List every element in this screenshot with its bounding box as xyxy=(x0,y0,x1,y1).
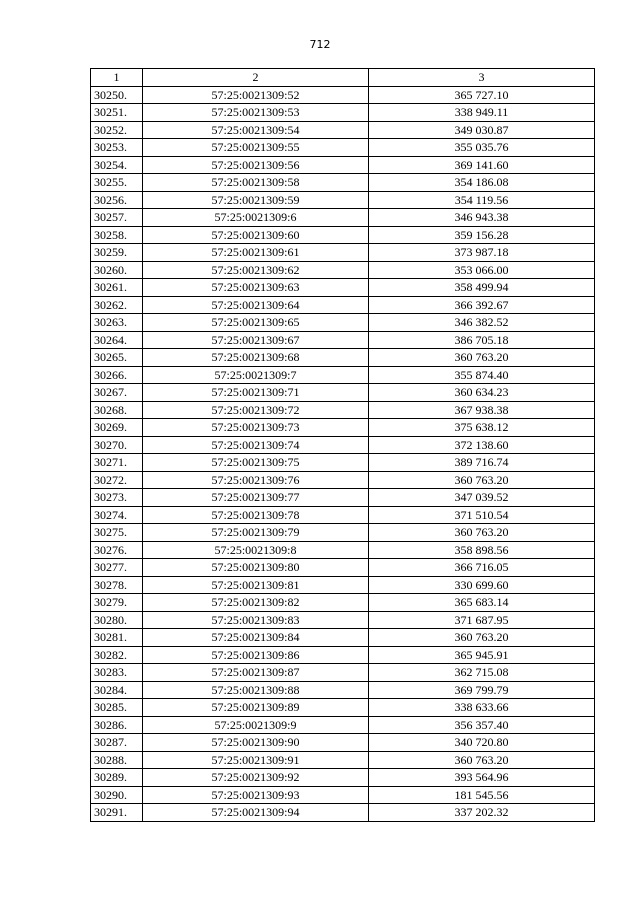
table-row xyxy=(91,541,595,559)
row-number-cell: 30281. xyxy=(91,629,143,647)
column-header-2: 2 xyxy=(143,69,369,87)
row-number-cell: 30258. xyxy=(91,226,143,244)
value-cell: 393 564.96 xyxy=(369,769,595,787)
table-row xyxy=(91,559,595,577)
row-number-cell: 30267. xyxy=(91,384,143,402)
table-row xyxy=(91,279,595,297)
value-cell: 356 357.40 xyxy=(369,716,595,734)
row-number-cell: 30282. xyxy=(91,646,143,664)
table-row xyxy=(91,804,595,822)
row-number-cell: 30274. xyxy=(91,506,143,524)
value-cell: 337 202.32 xyxy=(369,804,595,822)
column-header-3: 3 xyxy=(369,69,595,87)
table-row xyxy=(91,296,595,314)
row-number-cell: 30269. xyxy=(91,419,143,437)
value-cell: 365 945.91 xyxy=(369,646,595,664)
table-row xyxy=(91,261,595,279)
row-number-cell: 30259. xyxy=(91,244,143,262)
table-row xyxy=(91,419,595,437)
table-row xyxy=(91,769,595,787)
cadastral-number-cell: 57:25:0021309:55 xyxy=(143,139,369,157)
table-row xyxy=(91,699,595,717)
table-row xyxy=(91,226,595,244)
cadastral-number-cell: 57:25:0021309:77 xyxy=(143,489,369,507)
table-row xyxy=(91,786,595,804)
value-cell: 181 545.56 xyxy=(369,786,595,804)
value-cell: 360 763.20 xyxy=(369,471,595,489)
table-row xyxy=(91,314,595,332)
cadastral-number-cell: 57:25:0021309:87 xyxy=(143,664,369,682)
value-cell: 338 633.66 xyxy=(369,699,595,717)
value-cell: 340 720.80 xyxy=(369,734,595,752)
cadastral-number-cell: 57:25:0021309:83 xyxy=(143,611,369,629)
value-cell: 371 687.95 xyxy=(369,611,595,629)
value-cell: 346 943.38 xyxy=(369,209,595,227)
value-cell: 355 035.76 xyxy=(369,139,595,157)
value-cell: 360 763.20 xyxy=(369,349,595,367)
cadastral-number-cell: 57:25:0021309:89 xyxy=(143,699,369,717)
value-cell: 347 039.52 xyxy=(369,489,595,507)
row-number-cell: 30284. xyxy=(91,681,143,699)
cadastral-number-cell: 57:25:0021309:72 xyxy=(143,401,369,419)
row-number-cell: 30286. xyxy=(91,716,143,734)
row-number-cell: 30288. xyxy=(91,751,143,769)
table-row xyxy=(91,471,595,489)
row-number-cell: 30264. xyxy=(91,331,143,349)
row-number-cell: 30262. xyxy=(91,296,143,314)
cadastral-number-cell: 57:25:0021309:60 xyxy=(143,226,369,244)
table-row xyxy=(91,244,595,262)
row-number-cell: 30287. xyxy=(91,734,143,752)
cadastral-number-cell: 57:25:0021309:8 xyxy=(143,541,369,559)
cadastral-number-cell: 57:25:0021309:6 xyxy=(143,209,369,227)
cadastral-number-cell: 57:25:0021309:53 xyxy=(143,104,369,122)
value-cell: 354 119.56 xyxy=(369,191,595,209)
row-number-cell: 30252. xyxy=(91,121,143,139)
value-cell: 375 638.12 xyxy=(369,419,595,437)
row-number-cell: 30289. xyxy=(91,769,143,787)
row-number-cell: 30253. xyxy=(91,139,143,157)
row-number-cell: 30276. xyxy=(91,541,143,559)
table-row xyxy=(91,629,595,647)
value-cell: 369 799.79 xyxy=(369,681,595,699)
cadastral-number-cell: 57:25:0021309:73 xyxy=(143,419,369,437)
table-row xyxy=(91,174,595,192)
table-row xyxy=(91,576,595,594)
row-number-cell: 30285. xyxy=(91,699,143,717)
cadastral-number-cell: 57:25:0021309:71 xyxy=(143,384,369,402)
table-row xyxy=(91,331,595,349)
cadastral-number-cell: 57:25:0021309:84 xyxy=(143,629,369,647)
row-number-cell: 30279. xyxy=(91,594,143,612)
row-number-cell: 30275. xyxy=(91,524,143,542)
row-number-cell: 30290. xyxy=(91,786,143,804)
cadastral-number-cell: 57:25:0021309:9 xyxy=(143,716,369,734)
row-number-cell: 30250. xyxy=(91,86,143,104)
table-row xyxy=(91,436,595,454)
value-cell: 360 763.20 xyxy=(369,524,595,542)
cadastral-number-cell: 57:25:0021309:65 xyxy=(143,314,369,332)
cadastral-number-cell: 57:25:0021309:56 xyxy=(143,156,369,174)
cadastral-number-cell: 57:25:0021309:92 xyxy=(143,769,369,787)
row-number-cell: 30255. xyxy=(91,174,143,192)
table-row xyxy=(91,681,595,699)
table-row xyxy=(91,349,595,367)
value-cell: 369 141.60 xyxy=(369,156,595,174)
cadastral-number-cell: 57:25:0021309:67 xyxy=(143,331,369,349)
value-cell: 389 716.74 xyxy=(369,454,595,472)
table-row xyxy=(91,384,595,402)
value-cell: 372 138.60 xyxy=(369,436,595,454)
table-row xyxy=(91,751,595,769)
cadastral-number-cell: 57:25:0021309:76 xyxy=(143,471,369,489)
row-number-cell: 30256. xyxy=(91,191,143,209)
value-cell: 358 499.94 xyxy=(369,279,595,297)
row-number-cell: 30291. xyxy=(91,804,143,822)
cadastral-number-cell: 57:25:0021309:64 xyxy=(143,296,369,314)
row-number-cell: 30261. xyxy=(91,279,143,297)
cadastral-number-cell: 57:25:0021309:91 xyxy=(143,751,369,769)
value-cell: 360 763.20 xyxy=(369,751,595,769)
cadastral-number-cell: 57:25:0021309:52 xyxy=(143,86,369,104)
value-cell: 360 763.20 xyxy=(369,629,595,647)
cadastral-number-cell: 57:25:0021309:62 xyxy=(143,261,369,279)
row-number-cell: 30270. xyxy=(91,436,143,454)
table-row xyxy=(91,366,595,384)
row-number-cell: 30283. xyxy=(91,664,143,682)
table-row xyxy=(91,156,595,174)
table-row xyxy=(91,594,595,612)
table-row xyxy=(91,139,595,157)
page-number: 712 xyxy=(309,38,331,51)
table-row xyxy=(91,454,595,472)
table-row xyxy=(91,401,595,419)
value-cell: 330 699.60 xyxy=(369,576,595,594)
table-row xyxy=(91,734,595,752)
value-cell: 353 066.00 xyxy=(369,261,595,279)
value-cell: 365 727.10 xyxy=(369,86,595,104)
cadastral-number-cell: 57:25:0021309:61 xyxy=(143,244,369,262)
value-cell: 365 683.14 xyxy=(369,594,595,612)
value-cell: 360 634.23 xyxy=(369,384,595,402)
data-table xyxy=(90,68,595,822)
cadastral-number-cell: 57:25:0021309:74 xyxy=(143,436,369,454)
table-row xyxy=(91,121,595,139)
cadastral-number-cell: 57:25:0021309:54 xyxy=(143,121,369,139)
cadastral-number-cell: 57:25:0021309:82 xyxy=(143,594,369,612)
column-header-1: 1 xyxy=(91,69,143,87)
cadastral-number-cell: 57:25:0021309:68 xyxy=(143,349,369,367)
value-cell: 386 705.18 xyxy=(369,331,595,349)
table-row xyxy=(91,209,595,227)
row-number-cell: 30280. xyxy=(91,611,143,629)
table-row xyxy=(91,489,595,507)
cadastral-number-cell: 57:25:0021309:80 xyxy=(143,559,369,577)
table-body xyxy=(91,86,595,821)
cadastral-number-cell: 57:25:0021309:88 xyxy=(143,681,369,699)
value-cell: 373 987.18 xyxy=(369,244,595,262)
cadastral-number-cell: 57:25:0021309:93 xyxy=(143,786,369,804)
table-row xyxy=(91,664,595,682)
table-row xyxy=(91,646,595,664)
cadastral-number-cell: 57:25:0021309:78 xyxy=(143,506,369,524)
row-number-cell: 30254. xyxy=(91,156,143,174)
cadastral-number-cell: 57:25:0021309:94 xyxy=(143,804,369,822)
table-header-row xyxy=(91,69,595,87)
value-cell: 338 949.11 xyxy=(369,104,595,122)
cadastral-number-cell: 57:25:0021309:63 xyxy=(143,279,369,297)
row-number-cell: 30265. xyxy=(91,349,143,367)
value-cell: 371 510.54 xyxy=(369,506,595,524)
cadastral-number-cell: 57:25:0021309:79 xyxy=(143,524,369,542)
value-cell: 349 030.87 xyxy=(369,121,595,139)
table-row xyxy=(91,191,595,209)
row-number-cell: 30278. xyxy=(91,576,143,594)
table-row xyxy=(91,524,595,542)
value-cell: 362 715.08 xyxy=(369,664,595,682)
value-cell: 366 392.67 xyxy=(369,296,595,314)
row-number-cell: 30273. xyxy=(91,489,143,507)
value-cell: 367 938.38 xyxy=(369,401,595,419)
cadastral-number-cell: 57:25:0021309:75 xyxy=(143,454,369,472)
cadastral-number-cell: 57:25:0021309:81 xyxy=(143,576,369,594)
value-cell: 355 874.40 xyxy=(369,366,595,384)
row-number-cell: 30277. xyxy=(91,559,143,577)
cadastral-number-cell: 57:25:0021309:90 xyxy=(143,734,369,752)
table-row xyxy=(91,716,595,734)
cadastral-number-cell: 57:25:0021309:7 xyxy=(143,366,369,384)
row-number-cell: 30257. xyxy=(91,209,143,227)
cadastral-number-cell: 57:25:0021309:59 xyxy=(143,191,369,209)
value-cell: 354 186.08 xyxy=(369,174,595,192)
row-number-cell: 30271. xyxy=(91,454,143,472)
table-row xyxy=(91,611,595,629)
cadastral-number-cell: 57:25:0021309:58 xyxy=(143,174,369,192)
value-cell: 346 382.52 xyxy=(369,314,595,332)
row-number-cell: 30260. xyxy=(91,261,143,279)
row-number-cell: 30266. xyxy=(91,366,143,384)
value-cell: 358 898.56 xyxy=(369,541,595,559)
value-cell: 366 716.05 xyxy=(369,559,595,577)
table-row xyxy=(91,104,595,122)
table-row xyxy=(91,506,595,524)
table-row xyxy=(91,86,595,104)
cadastral-number-cell: 57:25:0021309:86 xyxy=(143,646,369,664)
value-cell: 359 156.28 xyxy=(369,226,595,244)
row-number-cell: 30263. xyxy=(91,314,143,332)
row-number-cell: 30272. xyxy=(91,471,143,489)
row-number-cell: 30251. xyxy=(91,104,143,122)
row-number-cell: 30268. xyxy=(91,401,143,419)
